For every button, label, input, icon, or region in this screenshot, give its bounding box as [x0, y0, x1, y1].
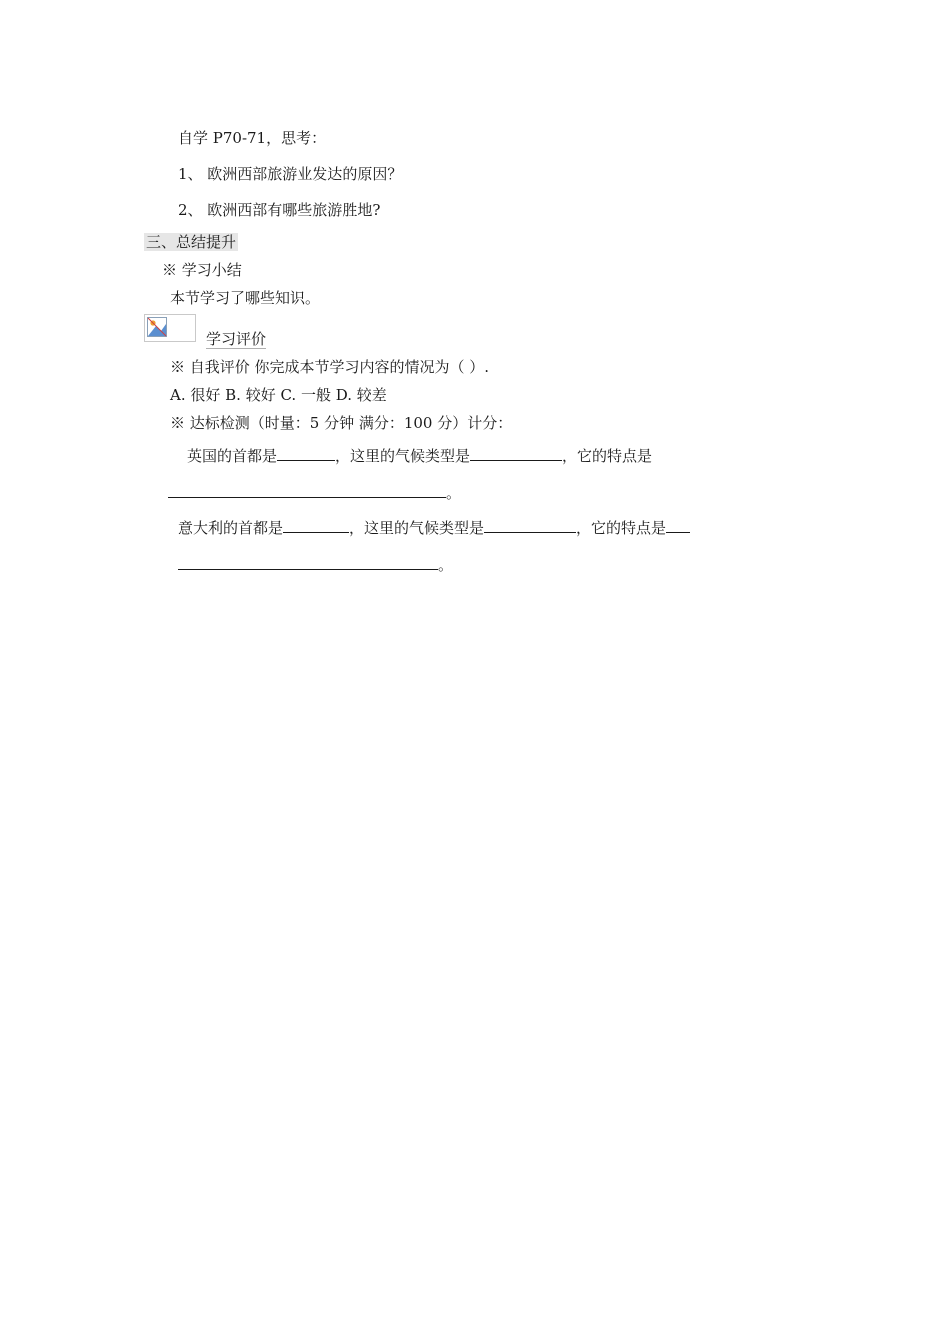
uk-feature-label: ，它的特点是: [562, 447, 653, 465]
question-2: 2、 欧洲西部有哪些旅游胜地?: [178, 201, 381, 219]
broken-image-icon: [144, 314, 196, 342]
italy-feature-blank-start[interactable]: [666, 517, 690, 533]
uk-capital-blank[interactable]: [277, 445, 335, 461]
italy-capital-label: 意大利的首都是: [178, 519, 284, 537]
uk-period: 。: [446, 484, 462, 502]
summary-sub-heading: ※ 学习小结: [162, 261, 242, 279]
test-heading: ※ 达标检测（时量：5 分钟 满分：100 分）计分：: [170, 414, 513, 432]
section-heading-text: 三、总结提升: [146, 233, 237, 251]
italy-climate-blank[interactable]: [484, 517, 576, 533]
uk-feature-line: [168, 482, 461, 502]
uk-climate-blank[interactable]: [470, 445, 562, 461]
evaluation-heading-text: 学习评价: [206, 330, 267, 348]
italy-capital-blank[interactable]: [283, 517, 349, 533]
italy-period: 。: [438, 556, 454, 574]
uk-feature-blank[interactable]: [168, 482, 446, 498]
section-heading-summary: [144, 232, 238, 252]
question-1: 1、 欧洲西部旅游业发达的原因？: [178, 165, 403, 183]
self-study-intro: 自学 P70-71，思考：: [178, 129, 327, 147]
italy-question: [178, 517, 690, 537]
italy-feature-blank[interactable]: [178, 554, 438, 570]
italy-feature-line: [178, 554, 453, 574]
uk-climate-label: ，这里的气候类型是: [335, 447, 471, 465]
summary-prompt: 本节学习了哪些知识。: [170, 289, 321, 307]
evaluation-options: A. 很好 B. 较好 C. 一般 D. 较差: [170, 386, 387, 404]
italy-climate-label: ，这里的气候类型是: [349, 519, 485, 537]
self-evaluation: ※ 自我评价 你完成本节学习内容的情况为（ ）.: [170, 358, 490, 376]
uk-question: [187, 445, 652, 465]
uk-capital-label: 英国的首都是: [187, 447, 278, 465]
italy-feature-label: ，它的特点是: [576, 519, 667, 537]
evaluation-heading: [206, 329, 266, 349]
